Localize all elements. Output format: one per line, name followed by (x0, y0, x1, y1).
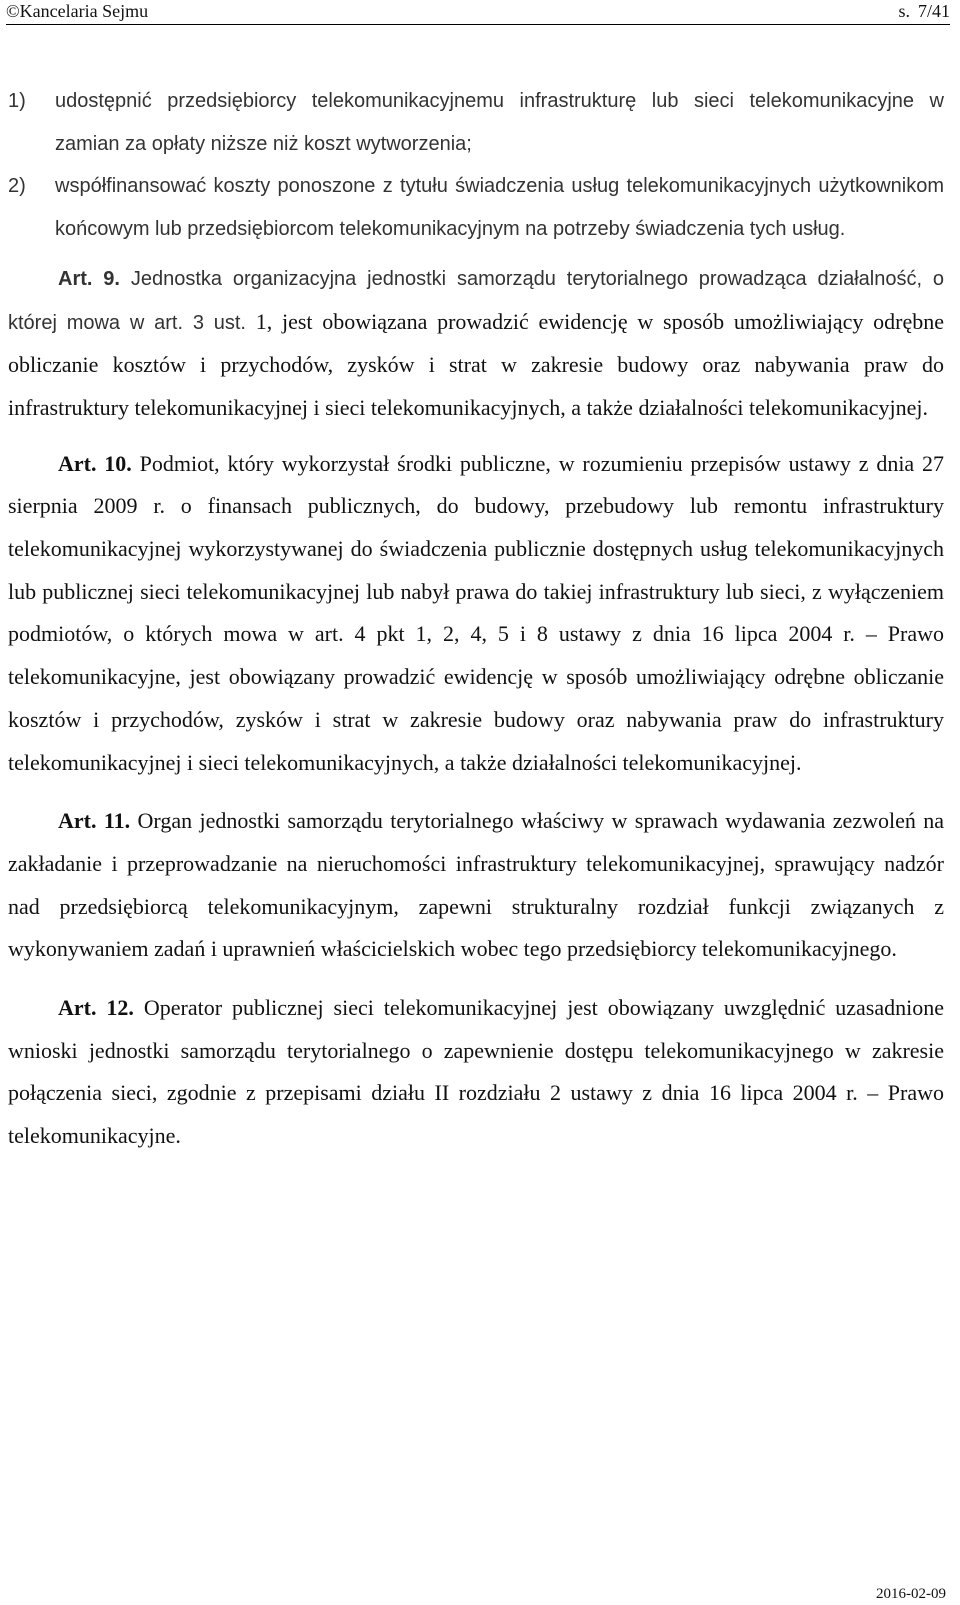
document-body (8, 80, 944, 1158)
article-text: Podmiot, który wykorzystał środki publiczne, w rozumieniu przepisów ustawy z dnia 27 sierpnia 2009 r. o finansach publicznych, do budowy, przebudowy lub remontu infrastruktury telekomunikacyjnej wykorzystywanej do świadczenia publicznie dostępnych usług telekomunikacyjnych lub publicznej sieci telekomunikacyjnej lub nabył prawa do takiej infrastruktury lub sieci, z wyłączeniem podmiotów, o których mowa w art. 4 pkt 1, 2, 4, 5 i 8 ustawy z dnia 16 lipca 2004 r. – Prawo telekomunikacyjne, jest obowiązany prowadzić ewidencję w sposób umożliwiający odrębne obliczanie kosztów i przychodów, zysków i strat w zakresie budowy oraz nabywania praw do infrastruktury telekomunikacyjnej i sieci telekomunikacyjnych, a także działalności telekomunikacyjnej. (8, 450, 944, 775)
article-text: Operator publicznej sieci telekomunikacyjnej jest obowiązany uwzględnić uzasadnione wnioski jednostki samorządu terytorialnego o zapewnienie dostępu telekomunikacyjnego w zakresie połączenia sieci, zgodnie z przepisami działu II rozdziału 2 ustawy z dnia 16 lipca 2004 r. – Prawo telekomunikacyjne. (8, 995, 945, 1149)
page-indicator (898, 0, 950, 22)
article-label: Art. 10. (58, 450, 132, 476)
list-item-text: współfinansować koszty ponoszone z tytułu świadczenia usług telekomunikacyjnych użytkownikom końcowym lub przedsiębiorcom telekomunikacyjnym na potrzeby świadczenia tych usług. (55, 175, 944, 241)
list-item (8, 80, 944, 165)
page-header (6, 0, 950, 25)
list-item-number: 1) (8, 90, 26, 112)
article-text: Organ jednostki samorządu terytorialnego właściwy w sprawach wydawania zezwoleń na zakładanie i przeprowadzanie na nieruchomości infrastruktury telekomunikacyjnej, sprawujący nadzór nad przedsiębiorcą telekomunikacyjnym, zapewni strukturalny rozdział funkcji związanych z wykonywaniem zadań i uprawnień właścicielskich wobec tego przedsiębiorcy telekomunikacyjnego. (8, 808, 944, 962)
page-prefix: s. (898, 1, 910, 21)
article-10 (8, 443, 944, 785)
list-item-number: 2) (8, 175, 26, 198)
article-12 (8, 987, 944, 1158)
article-11 (8, 800, 944, 971)
publication-date: 2016-02-09 (876, 1586, 946, 1602)
list-item-text: udostępnić przedsiębiorcy telekomunikacyjnemu infrastrukturę lub sieci telekomunikacyjne w zamian za opłaty niższe niż koszt wytworzenia; (55, 90, 944, 155)
article-text-sans: Jednostka organizacyjna jednostki samorządu terytorialnego prowadząca działalność, o której mowa w art. 3 ust. (8, 267, 944, 334)
page-number: 7/41 (917, 1, 950, 21)
article-label: Art. 12. (58, 995, 134, 1021)
article-label: Art. 9. (58, 267, 120, 290)
source-label: ©Kancelaria Sejmu (6, 1, 149, 21)
article-9 (8, 257, 944, 430)
article-label: Art. 11. (58, 808, 131, 834)
list-item (8, 165, 944, 250)
article-text: 1, jest obowiązana prowadzić ewidencję w sposób umożliwiający odrębne obliczanie kosztów i przychodów, zysków i strat w zakresie budowy oraz nabywania praw do infrastruktury telekomunikacyjnej i sieci telekomunikacyjnych, a także działalności telekomunikacyjnej. (8, 308, 944, 420)
